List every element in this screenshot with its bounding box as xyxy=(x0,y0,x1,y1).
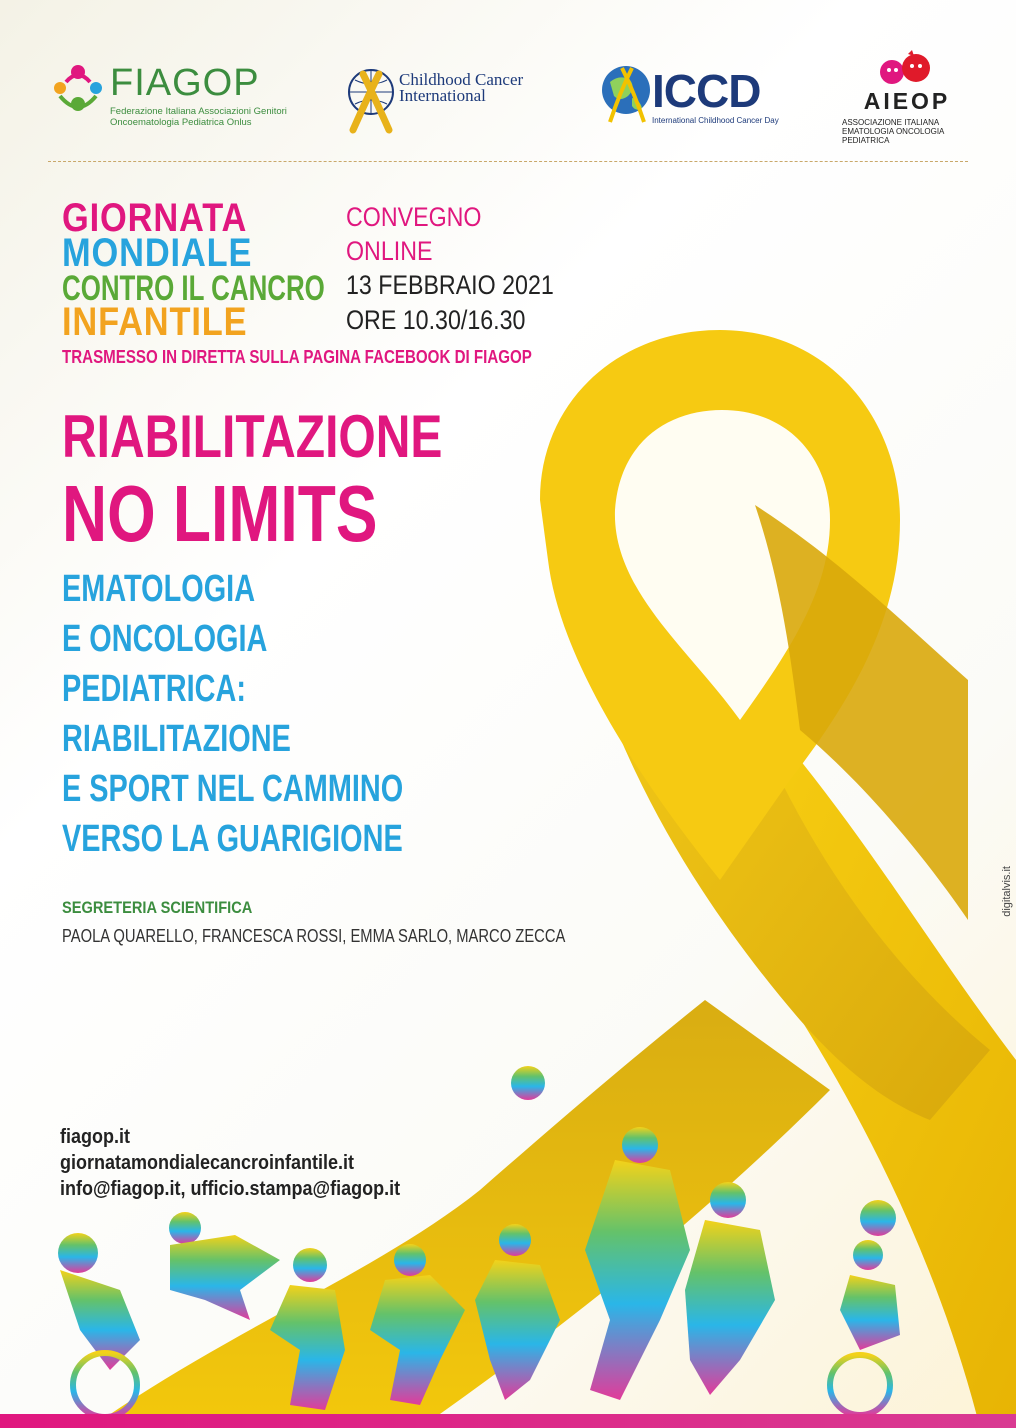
website-link[interactable]: fiagop.it xyxy=(60,1126,130,1148)
subtitle-line: RIABILITAZIONE xyxy=(62,718,291,760)
contacts-block xyxy=(60,1124,438,1202)
event-mode: ONLINE xyxy=(346,236,433,266)
headline-line-1: RIABILITAZIONE xyxy=(62,403,443,470)
scientific-secretariat-label: SEGRETERIA SCIENTIFICA xyxy=(62,898,253,917)
aieop-logo xyxy=(842,50,992,146)
event-date: 13 FEBBRAIO 2021 xyxy=(346,270,554,300)
bottom-bar xyxy=(0,1414,1016,1428)
iccd-logo-subtitle: International Childhood Cancer Day xyxy=(652,116,779,125)
childhood-cancer-international-logo xyxy=(343,64,533,136)
event-website-link[interactable]: giornatamondialecancroinfantile.it xyxy=(60,1152,355,1174)
fiagop-people-icon xyxy=(52,62,104,116)
fiagop-logo xyxy=(52,62,287,130)
subtitle-line: VERSO LA GUARIGIONE xyxy=(62,818,403,860)
fiagop-logo-name: FIAGOP xyxy=(110,62,260,104)
iccd-logo xyxy=(600,62,779,138)
subtitle-line: E SPORT NEL CAMMINO xyxy=(62,768,404,810)
aieop-faces-icon xyxy=(842,50,972,90)
scientific-secretariat-names: PAOLA QUARELLO, FRANCESCA ROSSI, EMMA SARLO, MARCO ZECCA xyxy=(62,926,566,946)
event-title-line-3: CONTRO IL CANCRO xyxy=(62,269,325,308)
globe-icon xyxy=(600,62,652,124)
aieop-logo-name: AIEOP xyxy=(863,88,951,114)
header-divider xyxy=(48,161,968,162)
event-time: ORE 10.30/16.30 xyxy=(346,305,526,335)
globe-ribbon-icon xyxy=(343,64,399,134)
aieop-logo-subtitle: ASSOCIAZIONE ITALIANA EMATOLOGIA ONCOLOGIA PEDIATRICA xyxy=(842,118,944,145)
cci-logo-name: Childhood Cancer International xyxy=(399,70,524,105)
headline-line-2: NO LIMITS xyxy=(62,469,378,558)
subtitle-line: E ONCOLOGIA xyxy=(62,618,268,660)
designer-credit: digitalvis.it xyxy=(1001,866,1013,917)
broadcast-note: TRASMESSO IN DIRETTA SULLA PAGINA FACEBOOK DI FIAGOP xyxy=(62,347,532,367)
subtitle-line: EMATOLOGIA xyxy=(62,568,256,610)
email-contacts[interactable]: info@fiagop.it, ufficio.stampa@fiagop.it xyxy=(60,1178,401,1200)
subtitle-block xyxy=(62,564,511,864)
iccd-logo-name: ICCD xyxy=(652,65,761,117)
event-title-line-1: GIORNATA xyxy=(62,196,248,240)
subtitle-line: PEDIATRICA: xyxy=(62,668,246,710)
event-title-line-2: MONDIALE xyxy=(62,231,253,275)
fiagop-logo-subtitle: Federazione Italiana Associazioni Genitori Oncoematologia Pediatrica Onlus xyxy=(110,106,287,128)
event-title-line-4: INFANTILE xyxy=(62,300,248,344)
event-type: CONVEGNO xyxy=(346,202,482,232)
